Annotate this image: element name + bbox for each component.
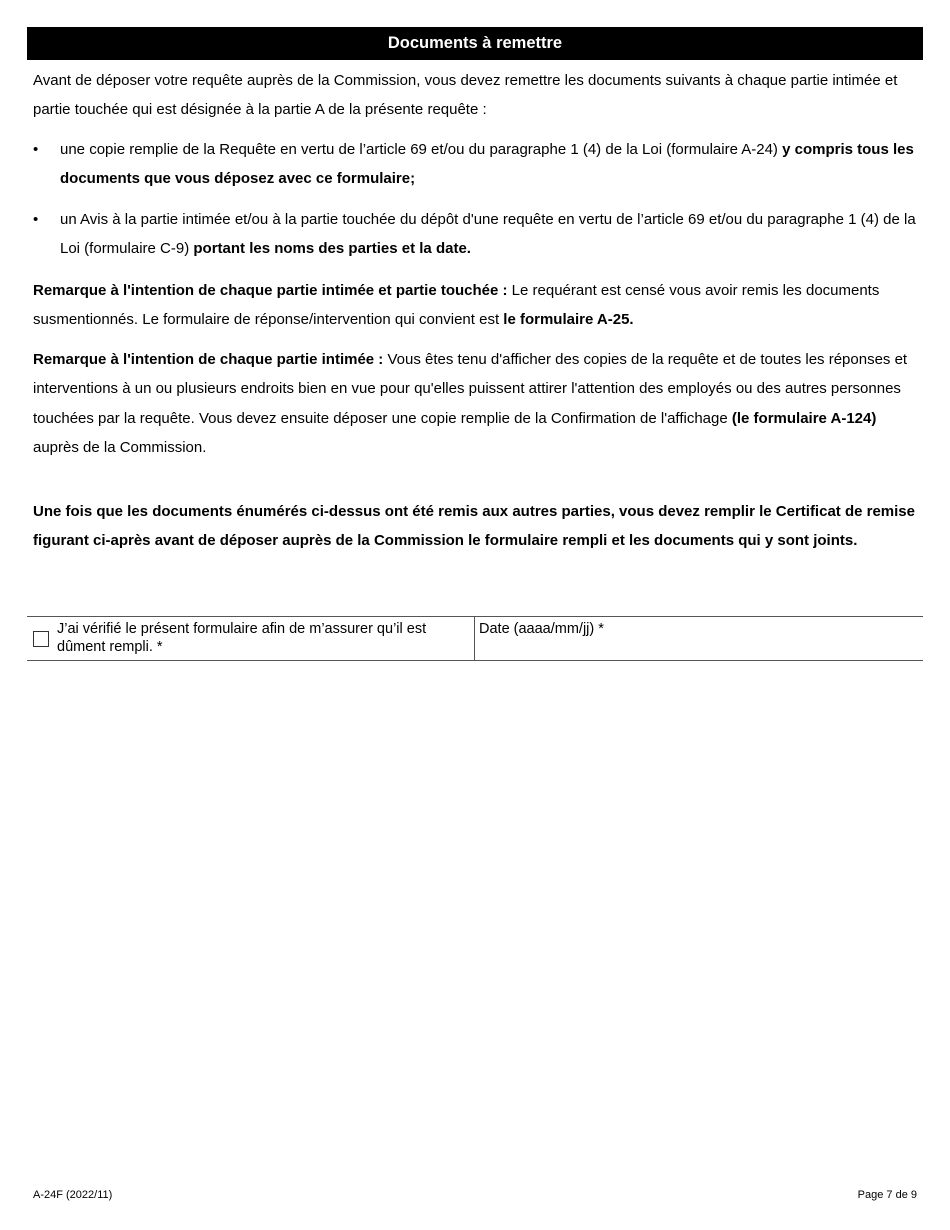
closing-instruction: Une fois que les documents énumérés ci-dessus ont été remis aux autres parties, vous devez remplir le Certificat de remise figurant ci-après avant de déposer auprès de la Commission le formulaire rempli et les documents qui y sont joints. [33, 503, 915, 550]
remark-respondents-affected: Remarque à l'intention de chaque partie intimée et partie touchée : Le requérant est censé vous avoir remis les documents susmentionnés. Le formulaire de réponse/intervention qui convient est le formulaire A-25. [33, 282, 880, 329]
intro-paragraph: Avant de déposer votre requête auprès de la Commission, vous devez remettre les documents suivants à chaque partie intimée et partie touchée qui est désignée à la partie A de la présente requête : [33, 72, 898, 119]
bullet-icon: • [33, 141, 39, 158]
form-code: A-24F (2022/11) [33, 1189, 113, 1201]
section-title: Documents à remettre [387, 34, 563, 52]
bullet-icon: • [33, 211, 39, 228]
section-header [27, 27, 923, 60]
page-number: Page 7 de 9 [857, 1189, 917, 1201]
verification-form-row [27, 616, 923, 661]
bullet-text: une copie remplie de la Requête en vertu de l’article 69 et/ou du paragraphe 1 (4) de la Loi (formulaire A-24) y compris tous les documents que vous déposez avec ce formulaire; [60, 141, 914, 188]
remark-respondents: Remarque à l'intention de chaque partie intimée : Vous êtes tenu d'afficher des copies de la requête et de toutes les réponses et interventions à un ou plusieurs endroits bien en vue pour qu'elles puissent attirer l'attention des employés ou des autres personnes touchées par la requête. Vous devez ensuite déposer une copie remplie de la Confirmation de l'affichage (le formulaire A-124) auprès de la Commission. [33, 351, 908, 456]
date-field[interactable] [475, 617, 923, 660]
date-field-label: Date (aaaa/mm/jj) * [479, 621, 604, 637]
verification-cell [27, 617, 475, 660]
list-item [33, 205, 919, 264]
bullet-text: un Avis à la partie intimée et/ou à la partie touchée du dépôt d'une requête en vertu de l’article 69 et/ou du paragraphe 1 (4) de la Loi (formulaire C-9) portant les noms des parties et la date. [60, 211, 916, 258]
verification-checkbox-label: J’ai vérifié le présent formulaire afin de m’assurer qu’il est dûment rempli. * [57, 621, 427, 655]
list-item [33, 135, 919, 194]
verification-checkbox[interactable] [33, 631, 49, 647]
